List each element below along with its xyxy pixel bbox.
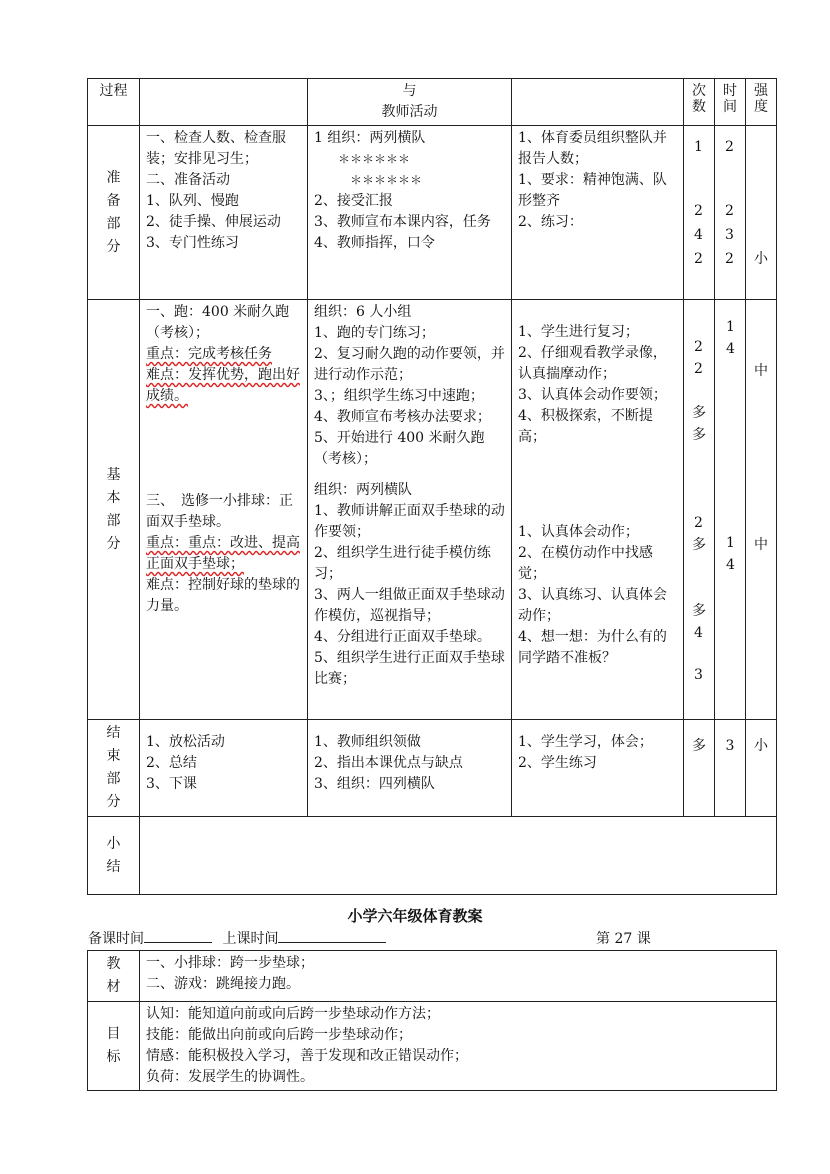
- end-row: [88, 720, 777, 817]
- material-label: 教 材: [88, 951, 140, 1002]
- prep-time-field: 备课时间 上课时间: [88, 928, 386, 948]
- lesson-plan-table: [87, 78, 777, 895]
- prep-times: 1 2 4 2: [684, 126, 715, 300]
- basic-student: 1、学生进行复习； 2、仔细观看教学录像，认真揣摩动作； 3、认真体会动作要领； 4、积极探索，不断提高； 1、认真体会动作； 2、在模仿动作中找感觉； 3、认真练习、认真体会动作； 4、想一想：为什么有的同学踏不准板？: [512, 300, 684, 720]
- end-content: 1、放松活动 2、总结 3、下课: [140, 720, 308, 817]
- header-content: [140, 79, 308, 126]
- prep-label: 准 备 部 分: [88, 126, 140, 300]
- basic-intensity: 中 中: [746, 300, 777, 720]
- prep-row: [88, 126, 777, 300]
- material-content: 一、小排球：跨一步垫球； 二、游戏：跳绳接力跑。: [140, 951, 777, 1002]
- goal-row: [88, 1002, 777, 1091]
- basic-teacher: 组织：6 人小组 1、跑的专门练习； 2、复习耐久跑的动作要领，并进行动作示范； 3、；组织学生练习中速跑； 4、教师宣布考核办法要求； 5、开始进行 400 米耐久跑（考核）； 组织：两列横队 1、教师讲解正面双手垫球的动作要领； 2、组织学生进行徒手模仿练习； 3、两人一组做正面双手垫球动作模仿，巡视指导； 4、分组进行正面双手垫球。 5、组织学生进行正面双手垫球比赛；: [308, 300, 512, 720]
- header-row: [88, 79, 777, 126]
- lesson-number: 第 27 课: [596, 931, 651, 947]
- prep-minutes: 2 2 3 2: [715, 126, 746, 300]
- header-times: 次 数: [684, 79, 715, 126]
- summary-content: [140, 817, 777, 895]
- lesson-title: 小学六年级体育教案: [347, 907, 483, 925]
- basic-label: 基 本 部 分: [88, 300, 140, 720]
- summary-row: [88, 817, 777, 895]
- prep-teacher: 1 组织：两列横队 ＊＊＊＊＊＊ ＊＊＊＊＊＊ 2、接受汇报 3、教师宣布本课内容，任务 4、教师指挥，口令: [308, 126, 512, 300]
- goal-content: 认知：能知道向前或向后跨一步垫球动作方法； 技能：能做出向前或向后跨一步垫球动作； 情感：能积极投入学习，善于发现和改正错误动作； 负荷：发展学生的协调性。: [140, 1002, 777, 1091]
- prep-intensity: 小: [746, 126, 777, 300]
- basic-content: 一、跑：400 米耐久跑（考核）； 重点：完成考核任务 难点：发挥优势，跑出好成绩。 三、 选修一小排球：正面双手垫球。 重点：重点：改进、提高正面双手垫球； 难点：控制好球的垫球的力量。: [140, 300, 308, 720]
- header-intensity: 强 度: [746, 79, 777, 126]
- basic-row: [88, 300, 777, 720]
- summary-label: 小 结: [88, 817, 140, 895]
- material-row: [88, 951, 777, 1002]
- end-student: 1、学生学习，体会； 2、学生练习: [512, 720, 684, 817]
- basic-times: 2 2 多 多 2 多 多 4 3: [684, 300, 715, 720]
- header-student: [512, 79, 684, 126]
- header-minutes: 时 间: [715, 79, 746, 126]
- end-minutes: 3: [715, 720, 746, 817]
- prep-content: 一、检查人数、检查服装；安排见习生； 二、准备活动 1、队列、慢跑 2、徒手操、伸展运动 3、专门性练习: [140, 126, 308, 300]
- header-teacher: 与 教师活动: [308, 79, 512, 126]
- goal-label: 目 标: [88, 1002, 140, 1091]
- basic-minutes: 1 4 1 4: [715, 300, 746, 720]
- end-intensity: 小: [746, 720, 777, 817]
- end-teacher: 1、教师组织领做 2、指出本课优点与缺点 3、组织：四列横队: [308, 720, 512, 817]
- lesson-info-table: [87, 950, 777, 1091]
- end-label: 结 束 部 分: [88, 720, 140, 817]
- end-times: 多: [684, 720, 715, 817]
- prep-student: 1、体育委员组织整队并报告人数； 1、要求：精神饱满、队形整齐 2、练习：: [512, 126, 684, 300]
- header-process: 过程: [88, 79, 140, 126]
